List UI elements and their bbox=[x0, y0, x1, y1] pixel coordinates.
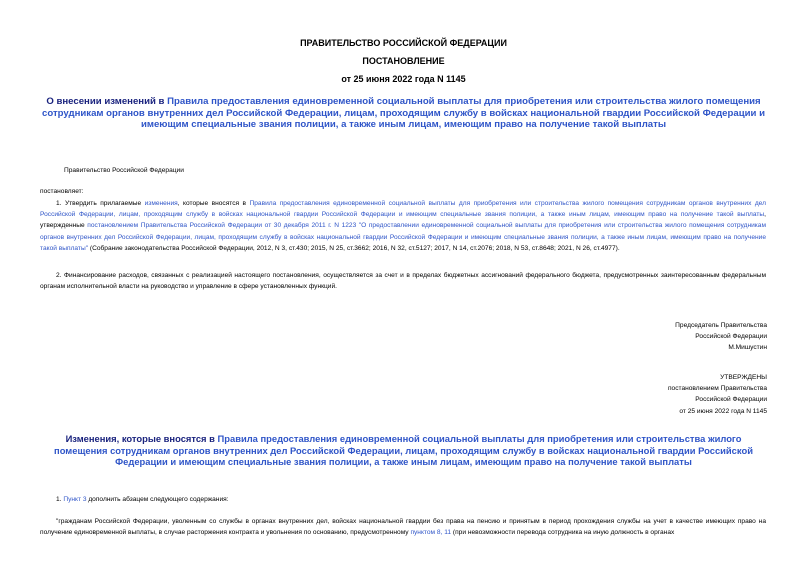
item-1-suffix: дополнить абзацем следующего содержания: bbox=[86, 496, 229, 503]
signature-name: М.Мишустин bbox=[728, 344, 767, 352]
point-3-link[interactable]: Пункт 3 bbox=[63, 496, 87, 503]
p1-text-2: , которые вносятся в bbox=[177, 200, 250, 207]
signature-country: Российской Федерации bbox=[695, 333, 767, 341]
document-title bbox=[28, 96, 779, 131]
approval-date: от 25 июня 2022 года N 1145 bbox=[679, 407, 767, 415]
changes-title-rules-link[interactable]: Правила предоставления единовременной социальной выплаты для приобретения или строительства жилого помещения сотрудникам органов внутренних дел Российской Федерации, лицам, проходящим службу в войсках национальной гвардии Российской Федерации и имеющим специальные звания полиции, а также иным лицам, имеющим право на получение такой выплаты bbox=[54, 433, 753, 468]
quote-paragraph bbox=[40, 516, 766, 538]
p1-text-1: 1. Утвердить прилагаемые bbox=[56, 200, 145, 207]
approval-country: Российской Федерации bbox=[695, 396, 767, 404]
paragraph-1 bbox=[40, 198, 766, 254]
p1-text-4: (Собрание законодательства Российской Федерации, 2012, N 3, ст.430; 2015, N 25, ст.3662; 2016, N 32, ст.5127; 2017, N 14, ст.2076; 2018, N 53, ст.8648; 2021, N 26, ст.4977). bbox=[88, 244, 620, 252]
changes-title bbox=[40, 433, 767, 468]
intro-government: Правительство Российской Федерации bbox=[64, 167, 184, 174]
quote-text-1: "гражданам Российской Федерации, уволенным со службы в органах внутренних дел, войсках национальной гвардии без права на пенсию и принятым в период прохождения службы на учет в качестве имеющих право на получение единовременной выплаты, в случае расторжения контракта и увольнения по основанию, предусмотренному bbox=[40, 518, 766, 537]
approval-block bbox=[480, 372, 767, 417]
title-rules-link[interactable]: Правила предоставления единовременной социальной выплаты для приобретения или строительства жилого помещения сотрудникам органов внутренних дел Российской Федерации, лицам, проходящим службу в войсках национальной гвардии Российской Федерации и имеющим специальные звания полиции, а также иным лицам, имеющим право на получение такой выплаты bbox=[42, 96, 765, 131]
points-8-11-link[interactable]: пунктом 8, 11 bbox=[410, 529, 452, 537]
changes-title-prefix: Изменения, которые вносятся в bbox=[65, 433, 218, 444]
government-header: ПРАВИТЕЛЬСТВО РОССИЙСКОЙ ФЕДЕРАЦИИ bbox=[300, 38, 507, 48]
p1-text-3: , утвержденные bbox=[40, 211, 766, 230]
quote-text-2: (при невозможности перевода сотрудника на иную должность в органах bbox=[451, 529, 675, 537]
document-date: от 25 июня 2022 года N 1145 bbox=[341, 74, 466, 84]
paragraph-2: 2. Финансирование расходов, связанных с реализацией настоящего постановления, осуществляется за счет и в пределах бюджетных ассигнований федерального бюджета, предусмотренных заинтересованным федеральным органам исполнительной власти на руководство и управление в сфере установленных функций. bbox=[40, 272, 766, 291]
item-1-prefix: 1. bbox=[56, 496, 64, 503]
approval-approved: УТВЕРЖДЕНЫ bbox=[720, 374, 767, 381]
approval-by-decree: постановлением Правительства bbox=[667, 385, 767, 393]
rules-link[interactable]: Правила предоставления единовременной социальной выплаты для приобретения или строительства жилого помещения сотрудникам органов внутренних дел Российской Федерации, лицам, проходящим службу в войсках национальной гвардии Российской Федерации и имеющим специальные звания полиции, а также иным лицам, имеющим право на получение такой выплаты bbox=[40, 200, 766, 219]
signature-title: Председатель Правительства bbox=[675, 322, 767, 329]
title-prefix: О внесении изменений в bbox=[46, 96, 168, 107]
changes-link[interactable]: изменения bbox=[144, 200, 178, 207]
item-1 bbox=[56, 494, 229, 505]
signature-block bbox=[480, 320, 767, 354]
intro-decrees: постановляет: bbox=[40, 188, 84, 195]
decree-link[interactable]: постановлением Правительства Российской Федерации от 30 декабря 2011 г. N 1223 "О предоставлении единовременной социальной выплаты для приобретения или строительства жилого помещения сотрудникам органов внутренних дел Российской Федерации, лицам, проходящим службу в войсках национальной гвардии Российской Федерации и имеющим специальные звания полиции, а также иным лицам, имеющим право на получение такой выплаты" bbox=[40, 222, 766, 252]
document-type: ПОСТАНОВЛЕНИЕ bbox=[362, 56, 445, 66]
